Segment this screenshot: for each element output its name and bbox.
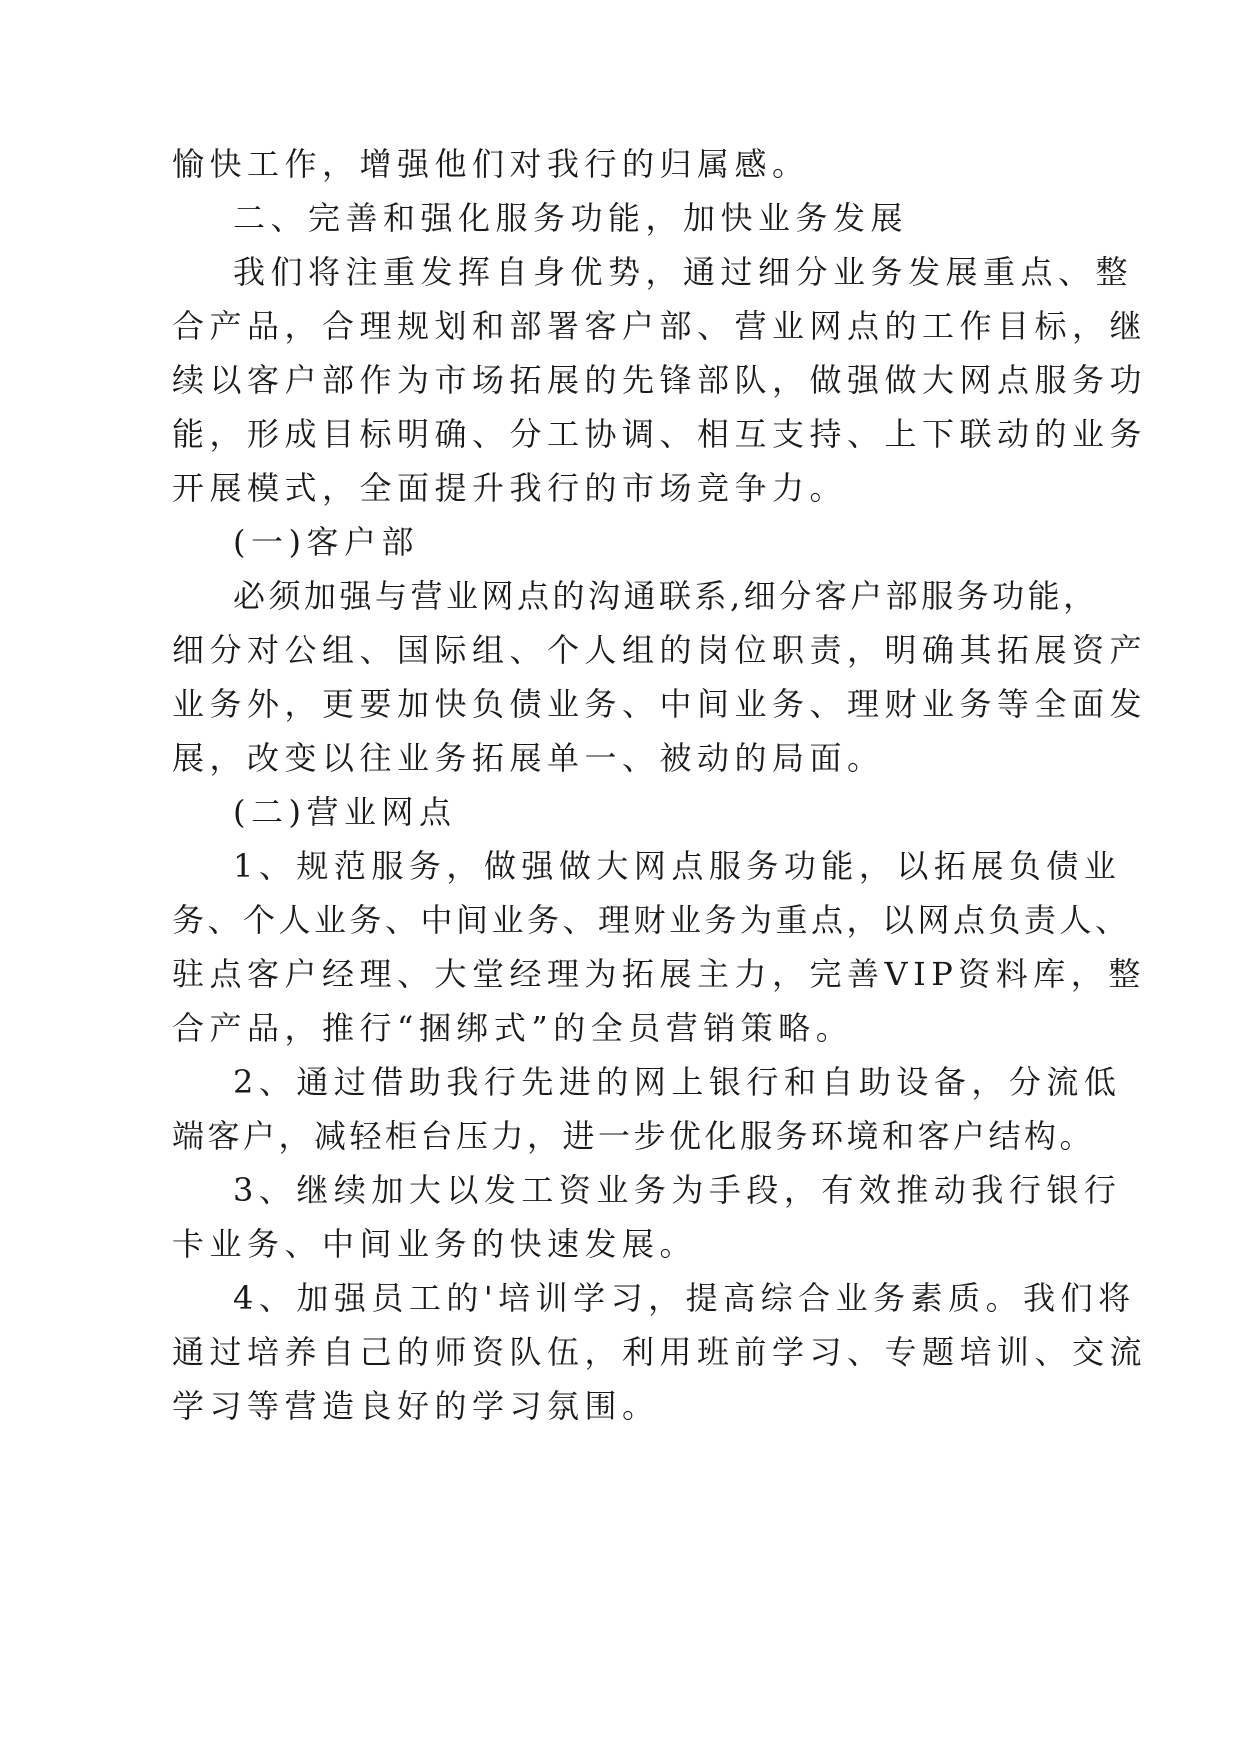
- body-text-line: 续以客户部作为市场拓展的先锋部队，做强做大网点服务功: [172, 361, 1148, 399]
- paragraph-first-line: 1、规范服务，做强做大网点服务功能，以拓展负债业: [233, 847, 1122, 885]
- body-text-line: 务、个人业务、中间业务、理财业务为重点，以网点负责人、: [172, 901, 1131, 939]
- paragraph-first-line: 必须加强与营业网点的沟通联系,细分客户部服务功能，: [233, 577, 1099, 615]
- body-text-line: 开展模式，全面提升我行的市场竞争力。: [172, 469, 848, 507]
- paragraph-first-line: 2、通过借助我行先进的网上银行和自助设备，分流低: [233, 1063, 1122, 1101]
- body-text-line: 业务外，更要加快负债业务、中间业务、理财业务等全面发: [172, 685, 1148, 723]
- body-text-line: 通过培养自己的师资队伍，利用班前学习、专题培训、交流: [172, 1333, 1148, 1371]
- body-text-line: 学习等营造良好的学习氛围。: [172, 1387, 660, 1425]
- body-text-line: 展，改变以往业务拓展单一、被动的局面。: [172, 739, 885, 777]
- body-text-line: 合产品，推行“捆绑式”的全员营销策略。: [172, 1009, 854, 1047]
- paragraph-first-line: 我们将注重发挥自身优势，通过细分业务发展重点、整: [233, 253, 1134, 291]
- body-text-line: 端客户，减轻柜台压力，进一步优化服务环境和客户结构。: [172, 1117, 1096, 1155]
- subsection-heading: (二)营业网点: [233, 793, 457, 831]
- paragraph-first-line: 3、继续加大以发工资业务为手段，有效推动我行银行: [233, 1171, 1122, 1209]
- body-text-line: 卡业务、中间业务的快速发展。: [172, 1225, 698, 1263]
- body-text-line: 能，形成目标明确、分工协调、相互支持、上下联动的业务: [172, 415, 1148, 453]
- body-text-line: 愉快工作，增强他们对我行的归属感。: [172, 145, 810, 183]
- subsection-heading: (一)客户部: [233, 523, 419, 561]
- body-text-line: 驻点客户经理、大堂经理为拓展主力，完善VIP资料库，整: [172, 955, 1146, 993]
- body-text-line: 细分对公组、国际组、个人组的岗位职责，明确其拓展资产: [172, 631, 1148, 669]
- section-heading: 二、完善和强化服务功能，加快业务发展: [233, 199, 909, 237]
- body-text-line: 合产品，合理规划和部署客户部、营业网点的工作目标，继: [172, 307, 1148, 345]
- paragraph-first-line: 4、加强员工的'培训学习，提高综合业务素质。我们将: [233, 1279, 1136, 1317]
